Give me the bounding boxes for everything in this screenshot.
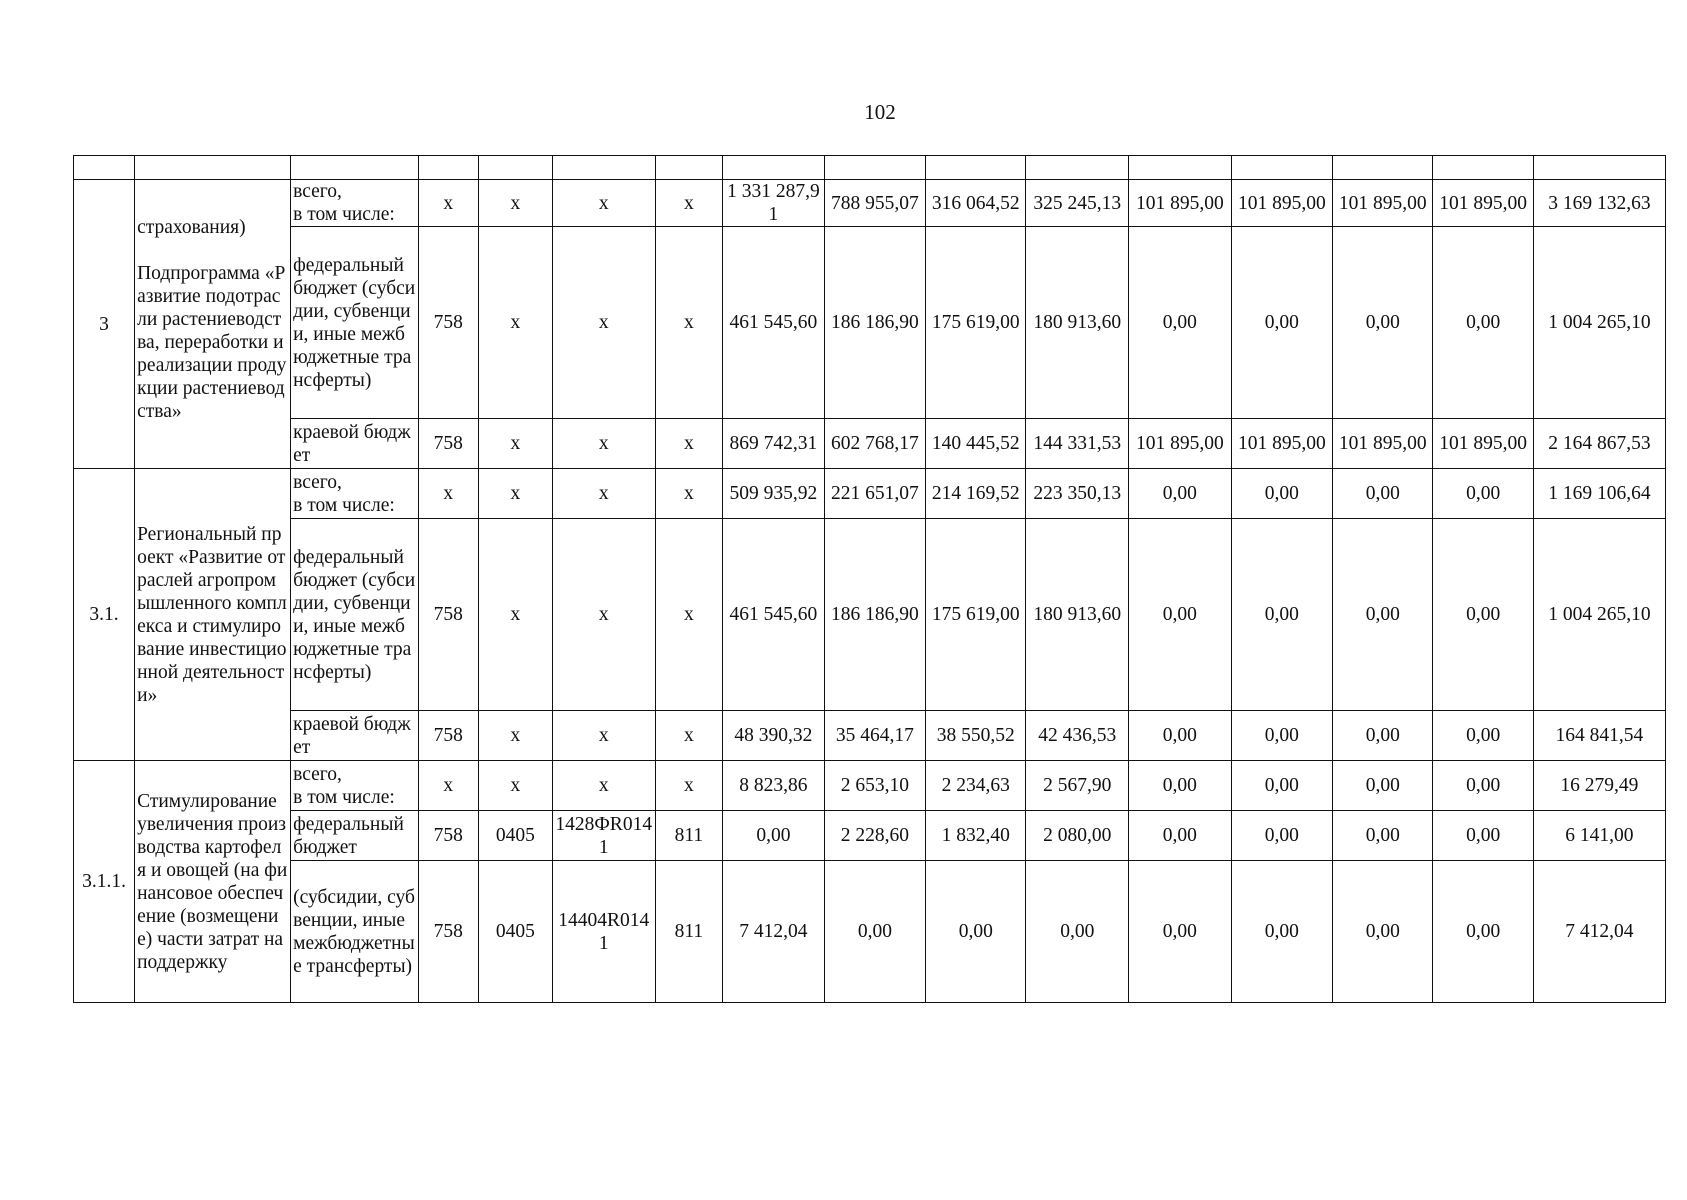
total-cell: 1 004 265,10 bbox=[1533, 519, 1665, 711]
year6-cell: 0,00 bbox=[1231, 469, 1332, 519]
rzpr-cell: 0405 bbox=[478, 861, 552, 1003]
year5-cell: 0,00 bbox=[1129, 811, 1232, 861]
year1-cell: 7 412,04 bbox=[723, 861, 824, 1003]
year8-cell: 0,00 bbox=[1433, 861, 1533, 1003]
year6-cell: 0,00 bbox=[1231, 711, 1332, 761]
year6-cell: 0,00 bbox=[1231, 811, 1332, 861]
table-row bbox=[74, 469, 1666, 519]
year5-cell: 0,00 bbox=[1129, 469, 1232, 519]
csr-cell: х bbox=[552, 711, 655, 761]
rzpr-cell: х bbox=[478, 711, 552, 761]
grbs-cell: х bbox=[418, 469, 478, 519]
year8-cell: 0,00 bbox=[1433, 811, 1533, 861]
total-cell: 1 004 265,10 bbox=[1533, 227, 1665, 419]
stub-cell bbox=[655, 156, 723, 180]
year8-cell: 0,00 bbox=[1433, 761, 1533, 811]
year2-cell: 35 464,17 bbox=[824, 711, 925, 761]
stub-cell bbox=[926, 156, 1026, 180]
stub-cell bbox=[552, 156, 655, 180]
year1-cell: 461 545,60 bbox=[723, 519, 824, 711]
grbs-cell: 758 bbox=[418, 519, 478, 711]
funding-source: всего, в том числе: bbox=[291, 469, 419, 519]
year4-cell: 2 567,90 bbox=[1026, 761, 1129, 811]
year8-cell: 0,00 bbox=[1433, 711, 1533, 761]
stub-cell bbox=[74, 156, 135, 180]
vr-cell: х bbox=[655, 711, 723, 761]
year3-cell: 0,00 bbox=[926, 861, 1026, 1003]
year6-cell: 101 895,00 bbox=[1231, 180, 1332, 227]
year3-cell: 214 169,52 bbox=[926, 469, 1026, 519]
year5-cell: 0,00 bbox=[1129, 761, 1232, 811]
vr-cell: х bbox=[655, 419, 723, 469]
year4-cell: 180 913,60 bbox=[1026, 519, 1129, 711]
year6-cell: 0,00 bbox=[1231, 761, 1332, 811]
name-text: Стимулирование увеличения производства картофеля и овощей (на финансовое обеспечение (возмещение) части затрат на поддержку bbox=[137, 790, 288, 973]
year2-cell: 0,00 bbox=[824, 861, 925, 1003]
rzpr-cell: х bbox=[478, 519, 552, 711]
stub-cell bbox=[1533, 156, 1665, 180]
year2-cell: 186 186,90 bbox=[824, 227, 925, 419]
rzpr-cell: х bbox=[478, 761, 552, 811]
total-cell: 164 841,54 bbox=[1533, 711, 1665, 761]
vr-cell: х bbox=[655, 469, 723, 519]
table-body bbox=[74, 156, 1666, 1003]
funding-source: краевой бюджет bbox=[291, 419, 419, 469]
csr-cell: х bbox=[552, 419, 655, 469]
year2-cell: 221 651,07 bbox=[824, 469, 925, 519]
year1-cell: 48 390,32 bbox=[723, 711, 824, 761]
total-cell: 2 164 867,53 bbox=[1533, 419, 1665, 469]
grbs-cell: 758 bbox=[418, 227, 478, 419]
year3-cell: 140 445,52 bbox=[926, 419, 1026, 469]
year2-cell: 602 768,17 bbox=[824, 419, 925, 469]
row-number: 3.1.1. bbox=[74, 761, 135, 1003]
name-prefix: страхования) bbox=[137, 216, 246, 238]
stub-cell bbox=[723, 156, 824, 180]
year7-cell: 0,00 bbox=[1333, 469, 1433, 519]
year3-cell: 175 619,00 bbox=[926, 519, 1026, 711]
table-row bbox=[74, 811, 1666, 861]
total-cell: 16 279,49 bbox=[1533, 761, 1665, 811]
csr-cell: х bbox=[552, 519, 655, 711]
table-row bbox=[74, 419, 1666, 469]
grbs-cell: х bbox=[418, 761, 478, 811]
stub-cell bbox=[291, 156, 419, 180]
year5-cell: 101 895,00 bbox=[1129, 419, 1232, 469]
year7-cell: 0,00 bbox=[1333, 811, 1433, 861]
funding-source: (субсидии, субвенции, иные межбюджетные трансферты) bbox=[291, 861, 419, 1003]
funding-source: всего, в том числе: bbox=[291, 761, 419, 811]
total-cell: 1 169 106,64 bbox=[1533, 469, 1665, 519]
year5-cell: 0,00 bbox=[1129, 227, 1232, 419]
year8-cell: 101 895,00 bbox=[1433, 180, 1533, 227]
vr-cell: х bbox=[655, 180, 723, 227]
stub-cell bbox=[1333, 156, 1433, 180]
year3-cell: 316 064,52 bbox=[926, 180, 1026, 227]
year1-cell: 509 935,92 bbox=[723, 469, 824, 519]
year8-cell: 101 895,00 bbox=[1433, 419, 1533, 469]
stub-cell bbox=[1129, 156, 1232, 180]
grbs-cell: 758 bbox=[418, 811, 478, 861]
stub-cell bbox=[478, 156, 552, 180]
grbs-cell: 758 bbox=[418, 419, 478, 469]
year7-cell: 0,00 bbox=[1333, 227, 1433, 419]
rzpr-cell: х bbox=[478, 469, 552, 519]
rzpr-cell: х bbox=[478, 180, 552, 227]
table-row bbox=[74, 861, 1666, 1003]
year7-cell: 0,00 bbox=[1333, 761, 1433, 811]
year4-cell: 325 245,13 bbox=[1026, 180, 1129, 227]
year7-cell: 0,00 bbox=[1333, 861, 1433, 1003]
row-number: 3.1. bbox=[74, 469, 135, 761]
stub-cell bbox=[135, 156, 291, 180]
csr-cell: 14404R0141 bbox=[552, 861, 655, 1003]
year7-cell: 101 895,00 bbox=[1333, 180, 1433, 227]
table-row bbox=[74, 227, 1666, 419]
year4-cell: 2 080,00 bbox=[1026, 811, 1129, 861]
year8-cell: 0,00 bbox=[1433, 227, 1533, 419]
vr-cell: х bbox=[655, 519, 723, 711]
funding-source: федеральный бюджет bbox=[291, 811, 419, 861]
stub-cell bbox=[1026, 156, 1129, 180]
year4-cell: 144 331,53 bbox=[1026, 419, 1129, 469]
program-name bbox=[135, 469, 291, 761]
total-cell: 7 412,04 bbox=[1533, 861, 1665, 1003]
grbs-cell: 758 bbox=[418, 711, 478, 761]
year4-cell: 223 350,13 bbox=[1026, 469, 1129, 519]
vr-cell: 811 bbox=[655, 861, 723, 1003]
year2-cell: 186 186,90 bbox=[824, 519, 925, 711]
year3-cell: 1 832,40 bbox=[926, 811, 1026, 861]
year4-cell: 0,00 bbox=[1026, 861, 1129, 1003]
year2-cell: 2 653,10 bbox=[824, 761, 925, 811]
rzpr-cell: х bbox=[478, 227, 552, 419]
funding-source: федеральный бюджет (субсидии, субвенции, иные межбюджетные трансферты) bbox=[291, 227, 419, 419]
program-name bbox=[135, 180, 291, 469]
csr-cell: х bbox=[552, 469, 655, 519]
csr-cell: х bbox=[552, 761, 655, 811]
year5-cell: 101 895,00 bbox=[1129, 180, 1232, 227]
table-row bbox=[74, 761, 1666, 811]
csr-cell: х bbox=[552, 227, 655, 419]
year3-cell: 175 619,00 bbox=[926, 227, 1026, 419]
year6-cell: 0,00 bbox=[1231, 519, 1332, 711]
total-cell: 3 169 132,63 bbox=[1533, 180, 1665, 227]
csr-cell: 1428ФR0141 bbox=[552, 811, 655, 861]
year5-cell: 0,00 bbox=[1129, 519, 1232, 711]
year8-cell: 0,00 bbox=[1433, 469, 1533, 519]
table-row bbox=[74, 519, 1666, 711]
year3-cell: 38 550,52 bbox=[926, 711, 1026, 761]
csr-cell: х bbox=[552, 180, 655, 227]
rzpr-cell: 0405 bbox=[478, 811, 552, 861]
funding-source: краевой бюджет bbox=[291, 711, 419, 761]
stub-cell bbox=[1231, 156, 1332, 180]
year8-cell: 0,00 bbox=[1433, 519, 1533, 711]
year1-cell: 8 823,86 bbox=[723, 761, 824, 811]
year3-cell: 2 234,63 bbox=[926, 761, 1026, 811]
year5-cell: 0,00 bbox=[1129, 711, 1232, 761]
stub-cell bbox=[1433, 156, 1533, 180]
stub-cell bbox=[418, 156, 478, 180]
funding-source: всего, в том числе: bbox=[291, 180, 419, 227]
year2-cell: 788 955,07 bbox=[824, 180, 925, 227]
year4-cell: 180 913,60 bbox=[1026, 227, 1129, 419]
program-name bbox=[135, 761, 291, 1003]
year7-cell: 0,00 bbox=[1333, 711, 1433, 761]
year2-cell: 2 228,60 bbox=[824, 811, 925, 861]
year1-cell: 869 742,31 bbox=[723, 419, 824, 469]
total-cell: 6 141,00 bbox=[1533, 811, 1665, 861]
year6-cell: 0,00 bbox=[1231, 861, 1332, 1003]
table-row bbox=[74, 711, 1666, 761]
year6-cell: 101 895,00 bbox=[1231, 419, 1332, 469]
row-number: 3 bbox=[74, 180, 135, 469]
vr-cell: х bbox=[655, 761, 723, 811]
name-text: Подпрограмма «Развитие подотрасли растениеводства, переработки и реализации продукции растениеводства» bbox=[137, 262, 287, 422]
year7-cell: 101 895,00 bbox=[1333, 419, 1433, 469]
table-row bbox=[74, 180, 1666, 227]
header-stub-row bbox=[74, 156, 1666, 180]
page-number: 102 bbox=[864, 100, 896, 124]
year4-cell: 42 436,53 bbox=[1026, 711, 1129, 761]
vr-cell: х bbox=[655, 227, 723, 419]
year1-cell: 0,00 bbox=[723, 811, 824, 861]
year1-cell: 1 331 287,91 bbox=[723, 180, 824, 227]
year6-cell: 0,00 bbox=[1231, 227, 1332, 419]
stub-cell bbox=[824, 156, 925, 180]
name-text: Региональный проект «Развитие отраслей агропромышленного комплекса и стимулирование инвестиционной деятельности» bbox=[137, 523, 287, 706]
budget-table bbox=[73, 155, 1666, 1003]
funding-source: федеральный бюджет (субсидии, субвенции, иные межбюджетные трансферты) bbox=[291, 519, 419, 711]
year7-cell: 0,00 bbox=[1333, 519, 1433, 711]
year5-cell: 0,00 bbox=[1129, 861, 1232, 1003]
year1-cell: 461 545,60 bbox=[723, 227, 824, 419]
rzpr-cell: х bbox=[478, 419, 552, 469]
vr-cell: 811 bbox=[655, 811, 723, 861]
grbs-cell: х bbox=[418, 180, 478, 227]
grbs-cell: 758 bbox=[418, 861, 478, 1003]
